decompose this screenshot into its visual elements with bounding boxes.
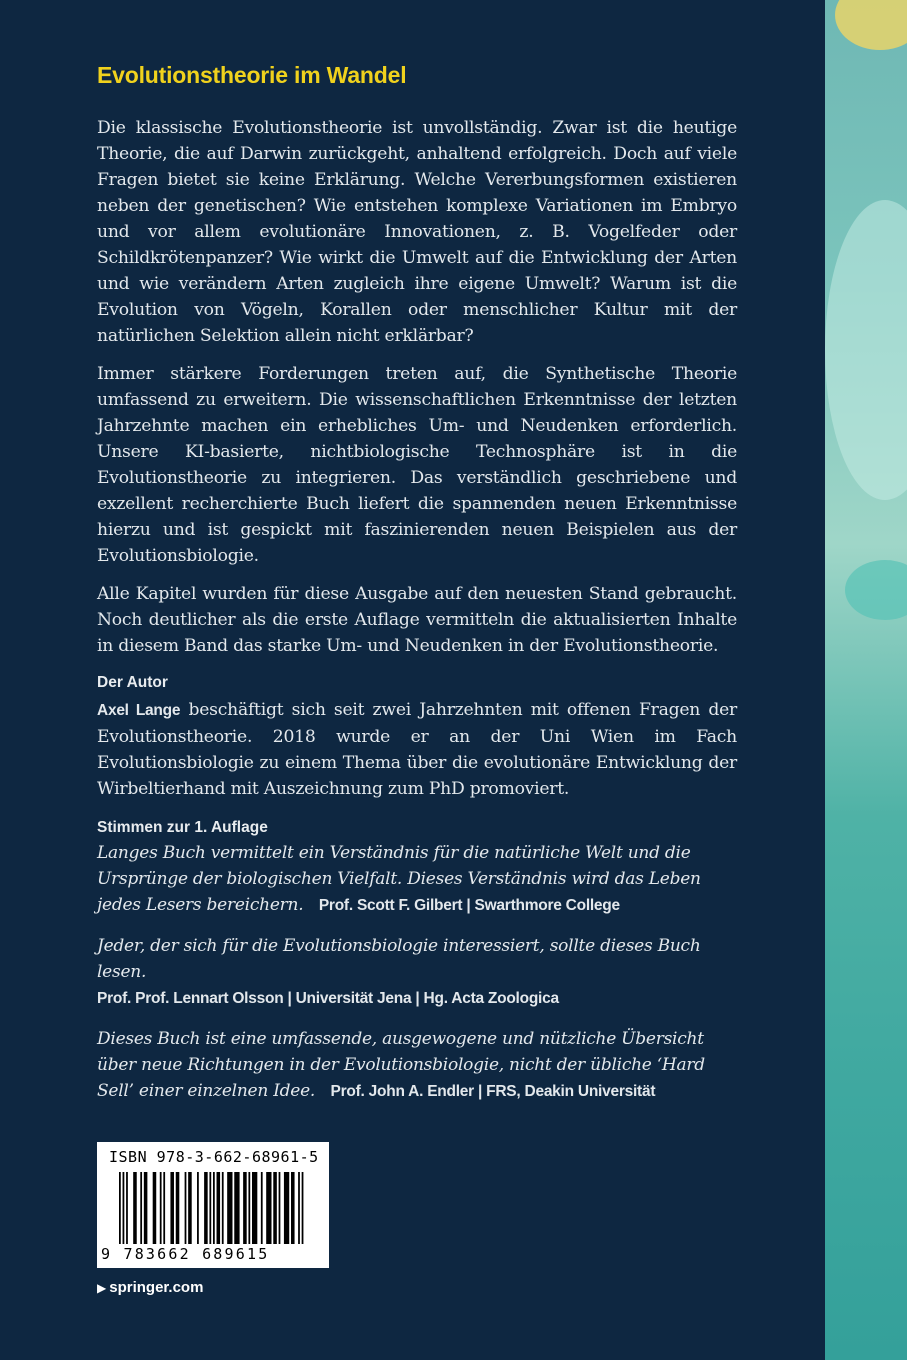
spine-artwork [825,0,907,1360]
barcode-bar [153,1172,157,1244]
barcode-bar [222,1172,224,1244]
review-quote: Dieses Buch ist eine umfassende, ausgewogene und nützliche Übersicht über neue Richtungen in der Evolutionsbiologie, nicht der übliche ‘Hard Sell’ einer einzelnen Idee. [97,1029,705,1101]
author-heading: Der Autor [97,674,168,691]
barcode-bar [170,1172,174,1244]
barcode-bar [185,1172,187,1244]
barcode-bar [227,1172,232,1244]
review-attribution: Prof. Scott F. Gilbert | Swarthmore College [318,897,620,914]
barcode-bar [204,1172,208,1244]
barcode-bar [160,1172,162,1244]
spine-decoration [845,560,907,620]
barcode-bar [284,1172,289,1244]
barcode-bar [176,1172,180,1244]
barcode-bar [188,1172,192,1244]
author-bio-text: beschäftigt sich seit zwei Jahrzehnten mit offenen Fragen der Evolutionstheorie. 2018 wurde er an der Uni Wien im Fach Evolutionsbiologie zu einem Thema über die evolutionäre Entwicklung der Wirbeltierhand mit Auszeichnung zum PhD promoviert. [97,700,737,799]
reviews-heading: Stimmen zur 1. Auflage [97,819,268,836]
barcode-bar [163,1172,165,1244]
review-quote: Langes Buch vermittelt ein Verständnis für die natürliche Welt und die Ursprünge der biologischen Vielfalt. Dieses Verständnis wird das Leben jedes Lesers bereichern. [97,843,701,915]
barcode-bar [298,1172,300,1244]
isbn-label: ISBN 978-3-662-68961-5 [109,1148,319,1166]
review [97,840,737,919]
blurb-paragraph: Die klassische Evolutionstheorie ist unvollständig. Zwar ist die heutige Theorie, die auf Darwin zurückgeht, anhaltend erfolgreich. Doch auf viele Fragen bietet sie keine Erklärung. Welche Vererbungsformen existieren neben der genetischen? Wie entstehen komplexe Variationen im Embryo und vor allem evolutionäre Innovationen, z. B. Vogelfeder oder Schildkrötenpanzer? Wie wirkt die Umwelt auf die Entwicklung der Arten und wie verändern Arten zugleich ihre eigene Umwelt? Warum ist die Evolution von Vögeln, Korallen oder menschlicher Kultur mit der natürlichen Selektion allein nicht erklärbar? [97,118,737,346]
author-section [97,671,737,802]
review [97,1026,737,1105]
spine-decoration [835,0,907,50]
barcode-bar [209,1172,211,1244]
blurb-paragraph: Alle Kapitel wurden für diese Ausgabe auf den neuesten Stand gebraucht. Noch deutlicher als die erste Auflage vermitteln die aktualisierten Inhalte in diesem Band das starke Um- und Neudenken in der Evolutionstheorie. [97,584,737,656]
arrow-icon: ▶ [97,1281,107,1295]
barcode-bar [234,1172,239,1244]
author-name: Axel Lange [97,702,181,719]
publisher-url: springer.com [109,1279,204,1296]
barcode-bar [273,1172,277,1244]
back-cover-text [97,62,737,1119]
barcode-bar [266,1172,271,1244]
barcode-bar [261,1172,263,1244]
book-title: Evolutionstheorie im Wandel [97,62,407,88]
barcode-bar [197,1172,199,1244]
blurb-paragraph: Immer stärkere Forderungen treten auf, die Synthetische Theorie umfassend zu erweitern. Die wissenschaftlichen Erkenntnisse der letzten Jahrzehnte machen ein erhebliches Um- und Neudenken erforderlich. Unsere KI-basierte, nichtbiologische Technosphäre ist in die Evolutionstheorie zu integrieren. Das verständlich geschriebene und exzellent recherchierte Buch liefert die spannenden neuen Erkenntnisse hierzu und ist gespickt mit faszinierenden neuen Beispielen aus der Evolutionsbiologie. [97,364,737,566]
ean-digits: 9 783662 689615 [101,1245,270,1263]
barcode-bar [279,1172,281,1244]
barcode-bar [248,1172,250,1244]
barcode-bar [213,1172,215,1244]
publisher-link[interactable] [97,1279,203,1296]
barcode-bar [217,1172,221,1244]
barcode-bar [252,1172,257,1244]
spine-decoration [825,200,907,500]
barcode-bar [291,1172,295,1244]
barcode-bar [140,1172,142,1244]
author-bio [97,697,737,802]
review-attribution: Prof. Prof. Lennart Olsson | Universität Jena | Hg. Acta Zoologica [97,990,559,1007]
reviews-section [97,816,737,1105]
review-quote: Jeder, der sich für die Evolutionsbiologie interessiert, sollte dieses Buch lesen. [97,936,701,982]
review-attribution: Prof. John A. Endler | FRS, Deakin Universität [330,1083,656,1100]
barcode-bar [133,1172,137,1244]
barcode-bar [243,1172,247,1244]
barcode-bar [126,1172,128,1244]
barcode-bar [123,1172,125,1244]
barcode-bar [144,1172,148,1244]
isbn-barcode [97,1142,329,1268]
review [97,933,737,1012]
barcode-bar [119,1172,121,1244]
barcode-bar [302,1172,304,1244]
barcode-bars [119,1172,315,1244]
